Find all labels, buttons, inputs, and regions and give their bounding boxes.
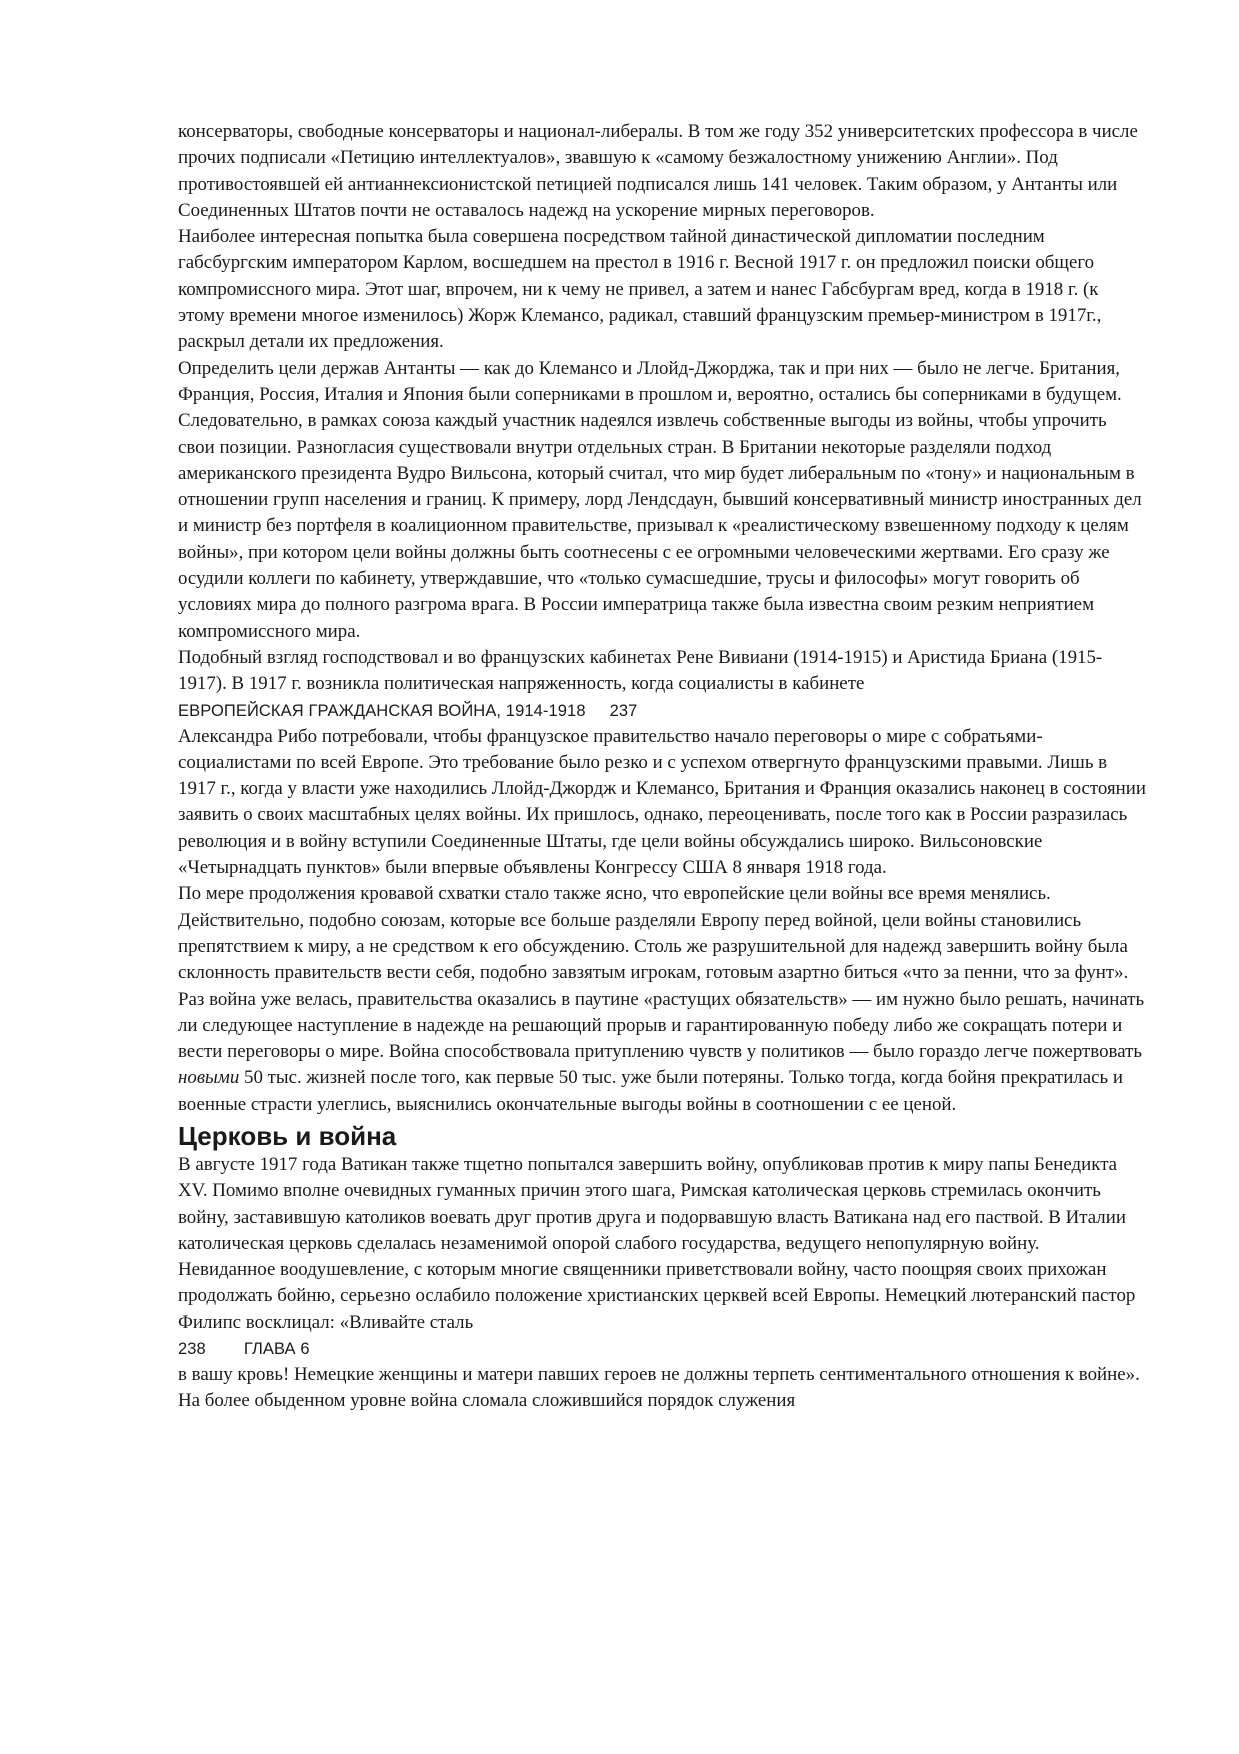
paragraph-8: Невиданное воодушевление, с которым многие священники приветствовали войну, часто поощряя своих прихожан продолжать бойню, серьезно ослабило положение христианских церквей всей Европы. Немецкий лютеранский пастор Филипс восклицал: «Вливайте сталь (178, 1259, 1136, 1333)
running-head-238 (178, 1336, 1148, 1362)
section-heading: Церковь и война (178, 1120, 397, 1151)
paragraph-9: в вашу кровь! Немецкие женщины и матери павших героев не должны терпеть сентиментального отношения к войне». На более обыденном уровне война сломала сложившийся порядок служения (178, 1364, 1140, 1412)
paragraph-1: консерваторы, свободные консерваторы и национал-либералы. В том же году 352 университетских профессора в числе прочих подписали «Петицию интеллектуалов», звавшую к «самому безжалостному унижению Англии». Под противостоявшей ей антианнексионистской петицией подписался лишь 141 человек. Таким образом, у Антанты или Соединенных Штатов почти не оставалось надежд на ускорение мирных переговоров. (178, 121, 1138, 221)
paragraph-6-text-a: По мере продолжения кровавой схватки стало также ясно, что европейские цели войны все время менялись. Действительно, подобно союзам, которые все больше разделяли Европу перед войной, цели войны становились препятствием к миру, а не средством к его обсуждению. Столь же разрушительной для надежд завершить войну была склонность правительств вести себя, подобно завзятым игрокам, готовым азартно биться «что за пенни, что за фунт». Раз война уже велась, правительства оказались в паутине «растущих обязательств» — им нужно было решать, начинать ли следующее наступление в надежде на решающий прорыв и гарантированную победу либо же сокращать потери и вести переговоры о мире. Война способствовала притуплению чувств у политиков — было гораздо легче пожертвовать (178, 883, 1145, 1063)
running-head-title: ЕВРОПЕЙСКАЯ ГРАЖДАНСКАЯ ВОЙНА, 1914-1918 (178, 701, 586, 720)
paragraph-2: Наиболее интересная попытка была совершена посредством тайной династической дипломатии последним габсбургским императором Карлом, восшедшем на престол в 1916 г. Весной 1917 г. он предложил поиски общего компромиссного мира. Этот шаг, впрочем, ни к чему не привел, а затем и нанес Габсбургам вред, когда в 1918 г. (к этому времени многое изменилось) Жорж Клемансо, радикал, ставший французским премьер-министром в 1917г., раскрыл детали их предложения. (178, 226, 1102, 353)
paragraph-3: Определить цели держав Антанты — как до Клемансо и Ллойд-Джорджа, так и при них — было не легче. Британия, Франция, Россия, Италия и Япония были соперниками в прошлом и, вероятно, остались бы соперниками в будущем. Следовательно, в рамках союза каждый участник надеялся извлечь собственные выгоды из войны, чтобы упрочить свои позиции. Разногласия существовали внутри отдельных стран. В Британии некоторые разделяли подход американского президента Вудро Вильсона, который считал, что мир будет либеральным по «тону» и национальным в отношении групп населения и границ. К примеру, лорд Лендсдаун, бывший консервативный министр иностранных дел и министр без портфеля в коалиционном правительстве, призывал к «реалистическому взвешенному подходу к целям войны», при котором цели войны должны быть соотнесены с ее огромными человеческими жертвами. Его сразу же осудили коллеги по кабинету, утверждавшие, что «только сумасшедшие, трусы и философы» могут говорить об условиях мира до полного разгрома врага. В России императрица также была известна своим резким неприятием компромиссного мира. (178, 357, 1142, 642)
paragraph-7: В августе 1917 года Ватикан также тщетно попытался завершить войну, опубликовав против к миру папы Бенедикта XV. Помимо вполне очевидных гуманных причин этого шага, Римская католическая церковь стремилась окончить войну, заставившую католиков воевать друг против друга и подорвавшую власть Ватикана над его паствой. В Италии католическая церковь сделалась незаменимой опорой слабого государства, ведущего непопулярную войну. (178, 1153, 1126, 1254)
running-head-237 (178, 698, 1148, 724)
page-number-237: 237 (609, 701, 638, 720)
paragraph-6-text-b: 50 тыс. жизней после того, как первые 50 тыс. уже были потеряны. Только тогда, когда бойня прекратилась и военные страсти улеглись, выяснились окончательные выгоды войны в соотношении с ее ценой. (178, 1067, 1123, 1115)
paragraph-4: Подобный взгляд господствовал и во французских кабинетах Рене Вивиани (1914-1915) и Аристида Бриана (1915-1917). В 1917 г. возникла политическая напряженность, когда социалисты в кабинете (178, 646, 1103, 695)
chapter-label: ГЛАВА 6 (243, 1340, 310, 1359)
paragraph-6-italic: новыми (178, 1067, 240, 1089)
document-page (178, 119, 1148, 1415)
paragraph-5: Александра Рибо потребовали, чтобы французское правительство начало переговоры о мире с собратьями-социалистами по всей Европе. Это требование было резко и с успехом отвергнуто французскими правыми. Лишь в 1917 г., когда у власти уже находились Ллойд-Джордж и Клемансо, Британия и Франция оказались наконец в состоянии заявить о своих масштабных целях войны. Их пришлось, однако, переоценивать, после того как в России разразилась революция и в войну вступили Соединенные Штаты, где цели войны обсуждались широко. Вильсоновские «Четырнадцать пунктов» были впервые объявлены Конгрессу США 8 января 1918 года. (178, 725, 1146, 879)
page-number-238: 238 (178, 1340, 206, 1359)
paragraph-6 (178, 881, 1148, 1118)
